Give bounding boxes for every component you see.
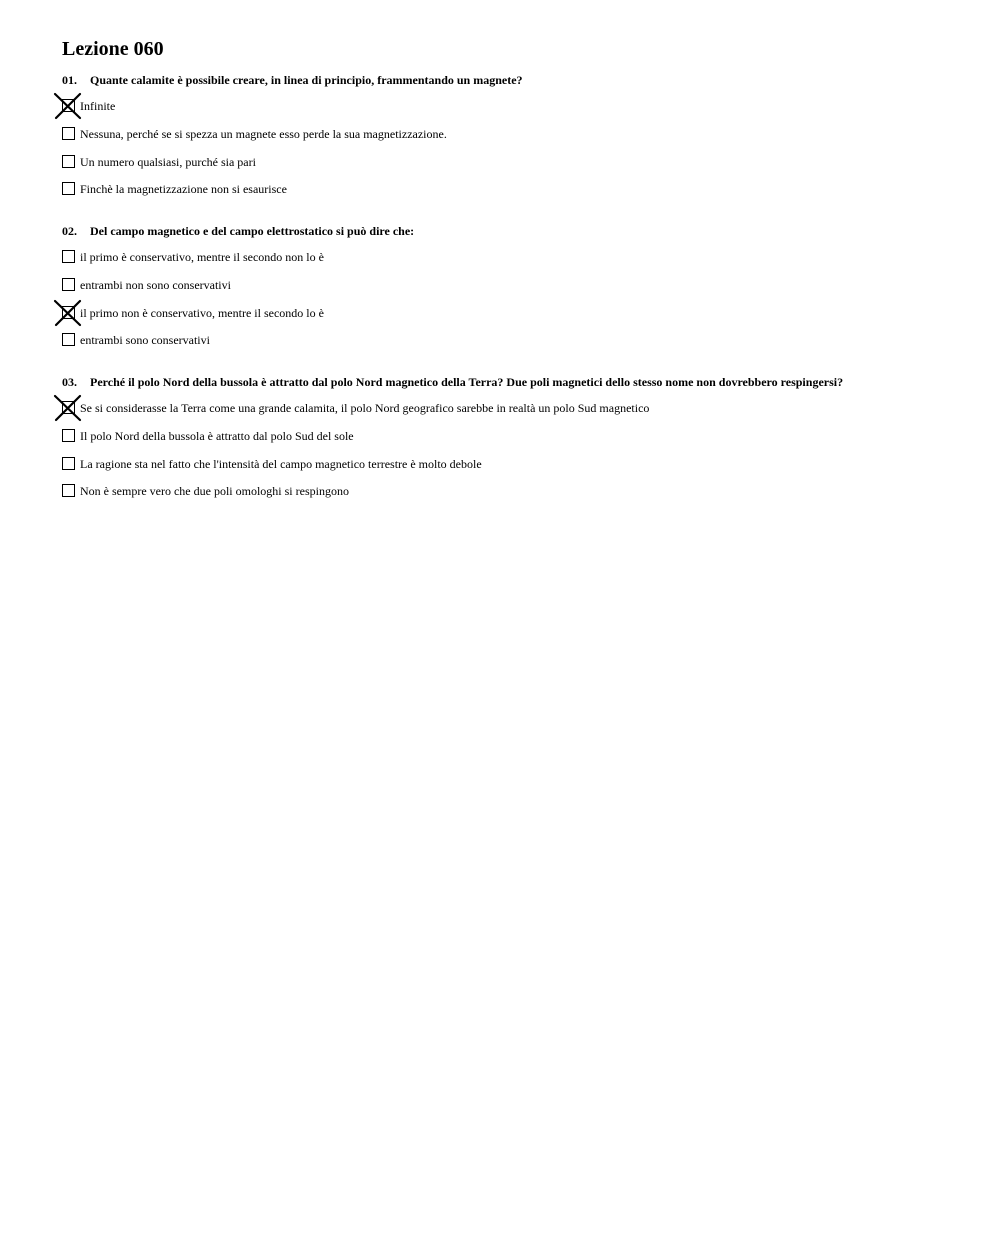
answer-text: il primo è conservativo, mentre il secondo non lo è <box>80 250 324 264</box>
answer-checkbox[interactable] <box>62 333 75 346</box>
answer-checkbox[interactable] <box>62 278 75 291</box>
answer-checkbox[interactable] <box>62 306 75 319</box>
answer-text: Infinite <box>80 99 116 113</box>
page-title: Lezione 060 <box>62 38 164 60</box>
question-number: 03. <box>62 375 77 389</box>
question-text: Perché il polo Nord della bussola è attratto dal polo Nord magnetico della Terra? Due poli magnetici dello stesso nome non dovrebbero respingersi? <box>90 375 844 389</box>
question-heading <box>62 72 523 88</box>
question-text: Quante calamite è possibile creare, in linea di principio, frammentando un magnete? <box>90 73 523 87</box>
answer-checkbox[interactable] <box>62 429 75 442</box>
answer-text: entrambi non sono conservativi <box>80 278 231 292</box>
answer-text: Finchè la magnetizzazione non si esaurisce <box>80 182 287 196</box>
answer-text: La ragione sta nel fatto che l'intensità del campo magnetico terrestre è molto debole <box>80 457 482 471</box>
answer-text: entrambi sono conservativi <box>80 333 210 347</box>
answer-checkbox[interactable] <box>62 182 75 195</box>
question-number: 02. <box>62 224 77 238</box>
answer-text: il primo non è conservativo, mentre il secondo lo è <box>80 306 324 320</box>
answer-text: Il polo Nord della bussola è attratto dal polo Sud del sole <box>80 429 354 443</box>
answer-checkbox[interactable] <box>62 401 75 414</box>
answer-checkbox[interactable] <box>62 250 75 263</box>
answer-checkbox[interactable] <box>62 457 75 470</box>
question-heading <box>62 223 414 239</box>
answer-text: Nessuna, perché se si spezza un magnete esso perde la sua magnetizzazione. <box>80 127 447 141</box>
answer-text: Se si considerasse la Terra come una grande calamita, il polo Nord geografico sarebbe in realtà un polo Sud magnetico <box>80 401 650 415</box>
answer-checkbox[interactable] <box>62 484 75 497</box>
answer-checkbox[interactable] <box>62 127 75 140</box>
answer-checkbox[interactable] <box>62 155 75 168</box>
answer-checkbox[interactable] <box>62 99 75 112</box>
answer-text: Un numero qualsiasi, purché sia pari <box>80 155 256 169</box>
question-text: Del campo magnetico e del campo elettrostatico si può dire che: <box>90 224 415 238</box>
answer-text: Non è sempre vero che due poli omologhi si respingono <box>80 484 349 498</box>
question-number: 01. <box>62 73 77 87</box>
question-heading <box>62 374 843 390</box>
